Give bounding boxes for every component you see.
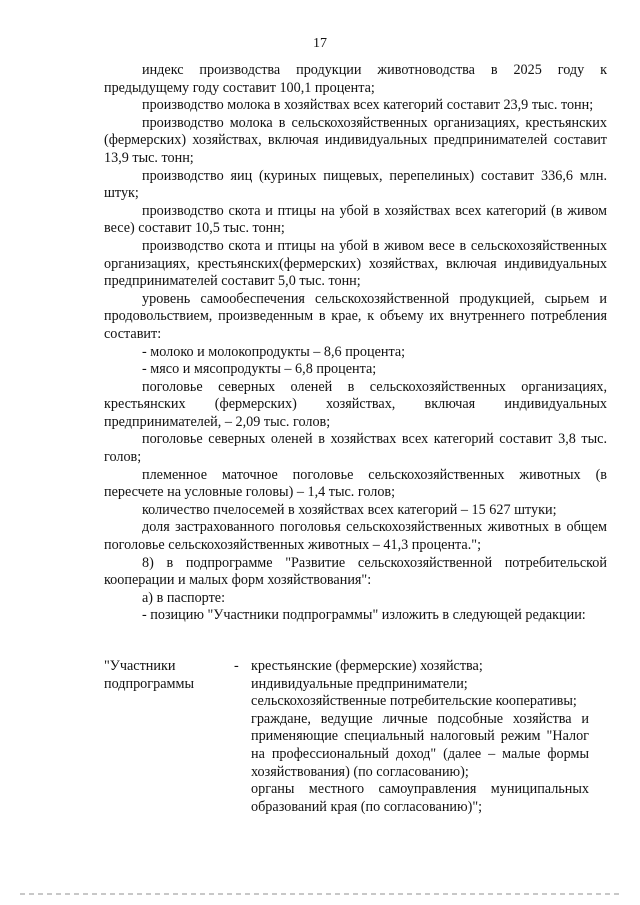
paragraph-reindeer-organizations: поголовье северных оленей в сельскохозяйственных организациях, крестьянских (фермерских) хозяйствах, включая индивидуальных предпринимателей, – 2,09 тыс. голов; <box>104 378 607 430</box>
paragraph-reindeer-all-categories: поголовье северных оленей в хозяйствах всех категорий составит 3,8 тыс. голов; <box>104 431 607 466</box>
position-dash: - <box>234 658 239 674</box>
paragraph-slaughter-organizations: производство скота и птицы на убой в живом весе в сельскохозяйственных организациях, крестьянских(фермерских) хозяйствах, включая индивидуальных предпринимателей составит 5,0 тыс. тонн; <box>104 237 607 290</box>
position-items <box>251 658 589 816</box>
participant-item: сельскохозяйственные потребительские кооперативы; <box>251 693 577 710</box>
scan-edge-artifact <box>20 893 620 895</box>
paragraph-breeding-livestock: племенное маточное поголовье сельскохозяйственных животных (в пересчете на условные головы) – 1,4 тыс. голов; <box>104 466 607 501</box>
paragraph-position-instruction: - позицию "Участники подпрограммы" изложить в следующей редакции: <box>142 607 586 624</box>
participant-item: крестьянские (фермерские) хозяйства; <box>251 658 483 674</box>
list-item-milk-products: - молоко и молокопродукты – 8,6 процента; <box>142 343 406 360</box>
paragraph-insured-livestock: доля застрахованного поголовья сельскохозяйственных животных в общем поголовье сельскохозяйственных животных – 41,3 процента."; <box>104 519 607 554</box>
participant-item: органы местного самоуправления муниципальных образований края (по согласованию)"; <box>251 781 589 815</box>
paragraph-milk-organizations: производство молока в сельскохозяйственных организациях, крестьянских (фермерских) хозяйствах, включая индивидуальных предпринимателей составит 13,9 тыс. тонн; <box>104 114 607 166</box>
paragraph-subprogram-item-8: 8) в подпрограмме "Развитие сельскохозяйственной потребительской кооперации и малых форм хозяйствования": <box>104 554 607 589</box>
participant-item: индивидуальные предприниматели; <box>251 675 468 692</box>
document-body <box>104 62 607 625</box>
paragraph-slaughter-all-categories: производство скота и птицы на убой в хозяйствах всех категорий (в живом весе) составит 10,5 тыс. тонн; <box>104 202 607 237</box>
paragraph-bee-colonies: количество пчелосемей в хозяйствах всех категорий – 15 627 штуки; <box>142 501 557 518</box>
list-item-meat-products: - мясо и мясопродукты – 6,8 процента; <box>142 361 377 378</box>
paragraph-self-sufficiency: уровень самообеспечения сельскохозяйственной продукцией, сырьем и продовольствием, произведенным в крае, к объему их внутреннего потребления составит: <box>104 290 607 342</box>
paragraph-eggs: производство яиц (куриных пищевых, перепелиных) составит 336,6 млн. штук; <box>104 167 607 202</box>
page-number: 17 <box>313 36 327 51</box>
paragraph-milk-all-categories: производство молока в хозяйствах всех категорий составит 23,9 тыс. тонн; <box>142 97 594 114</box>
position-label: "Участники подпрограммы <box>104 658 194 692</box>
paragraph-livestock-index: индекс производства продукции животноводства в 2025 году к предыдущему году составит 100,1 процента; <box>104 62 607 96</box>
paragraph-passport: а) в паспорте: <box>142 589 226 606</box>
participant-item: граждане, ведущие личные подсобные хозяйства и применяющие специальный налоговый режим "Налог на профессиональный доход" (далее – малые формы хозяйствования) (по согласованию); <box>251 710 589 780</box>
